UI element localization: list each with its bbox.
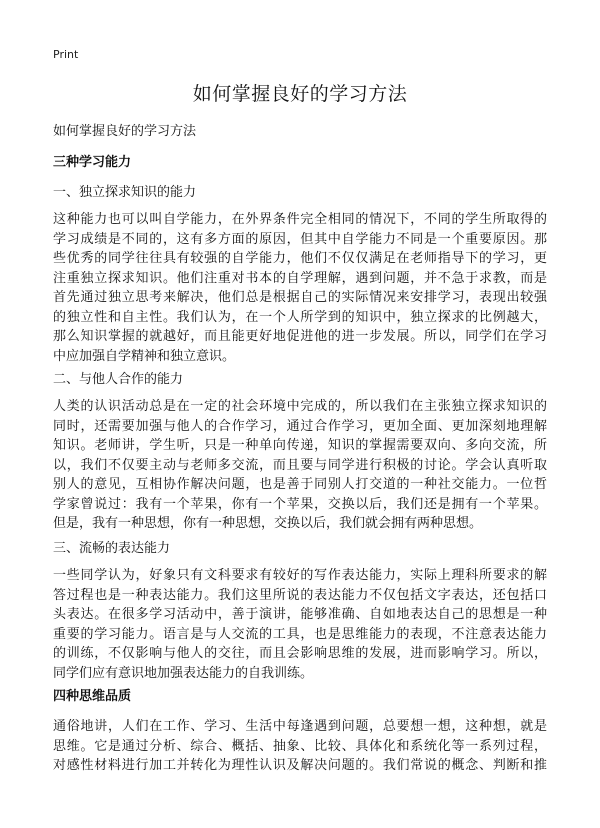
paragraph-line: 的训练，不仅影响与他人的交往，而且会影响思维的发展，进而影响学习。所以， <box>53 646 547 661</box>
print-label[interactable]: Print <box>53 48 79 61</box>
paragraph-line: 学家曾说过：我有一个苹果，你有一个苹果，交换以后，我们还是拥有一个苹果。 <box>53 496 547 512</box>
paragraph-line: 重要的学习能力。语言是与人交流的工具，也是思维能力的表现，不注意表达能力 <box>53 626 547 642</box>
paragraph-line: 以，我们不仅要主动与老师多交流，而且要与同学进行积极的讨论。学会认真听取 <box>53 457 547 473</box>
paragraph-line: 对感性材料进行加工并转化为理性认识及解决问题的。我们常说的概念、判断和推 <box>53 758 547 773</box>
paragraph-line: 答过程也是一种表达能力。我们这里所说的表达能力不仅包括文字表达，还包括口 <box>53 587 547 603</box>
paragraph-line: 思维。它是通过分析、综合、概括、抽象、比较、具体化和系统化等一系列过程， <box>53 738 547 754</box>
subsection-heading-1: 一、独立探求知识的能力 <box>53 185 197 200</box>
paragraph-line: 中应加强自学精神和独立意识。 <box>53 348 236 364</box>
paragraph-line: 通俗地讲，人们在工作、学习、生活中每逢遇到问题，总要想一想，这种想，就是 <box>53 719 547 734</box>
paragraph-line: 些优秀的同学往往具有较强的自学能力，他们不仅仅满足在老师指导下的学习，更 <box>53 251 547 266</box>
subsection-heading-3: 三、流畅的表达能力 <box>53 541 171 556</box>
section-heading-thinking: 四种思维品质 <box>53 689 132 704</box>
paragraph-2 <box>53 397 547 534</box>
paragraph-line: 首先通过独立思考来解决，他们总是根据自己的实际情况来安排学习，表现出较强 <box>53 290 547 305</box>
paragraph-line: 同学们应有意识地加强表达能力的自我训练。 <box>53 665 314 681</box>
paragraph-line: 的独立性和自主性。我们认为，在一个人所学到的知识中，独立探求的比例越大， <box>53 309 547 325</box>
subsection-heading-2: 二、与他人合作的能力 <box>53 372 184 387</box>
paragraph-line: 一些同学认为，好象只有文科要求有较好的写作表达能力，实际上理科所要求的解 <box>53 568 547 583</box>
paragraph-line: 头表达。在很多学习活动中，善于演讲，能够准确、自如地表达自己的思想是一种 <box>53 607 547 622</box>
paragraph-line: 那么知识掌握的就越好，而且能更好地促进他的进一步发展。所以，同学们在学习 <box>53 329 547 344</box>
page-title: 如何掌握良好的学习方法 <box>192 83 408 105</box>
document-subtitle: 如何掌握良好的学习方法 <box>53 124 197 139</box>
section-heading-abilities: 三种学习能力 <box>53 155 132 170</box>
paragraph-line: 同时，还需要加强与他人的合作学习，通过合作学习，更加全面、更加深刻地理解 <box>53 418 547 434</box>
paragraph-3 <box>53 566 547 683</box>
paragraph-line: 人类的认识活动总是在一定的社会环境中完成的，所以我们在主张独立探求知识的 <box>53 399 547 414</box>
paragraph-line: 知识。老师讲，学生听，只是一种单向传递，知识的掌握需要双向、多向交流，所 <box>53 438 547 453</box>
paragraph-4 <box>53 717 547 776</box>
paragraph-line: 别人的意见，互相协作解决问题，也是善于同别人打交道的一种社交能力。一位哲 <box>53 477 547 492</box>
paragraph-line: 但是，我有一种思想，你有一种思想，交换以后，我们就会拥有两种思想。 <box>53 516 483 531</box>
paragraph-line: 这种能力也可以叫自学能力，在外界条件完全相同的情况下，不同的学生所取得的 <box>53 212 547 227</box>
paragraph-line: 学习成绩是不同的，这有多方面的原因，但其中自学能力不同是一个重要原因。那 <box>53 231 547 247</box>
paragraph-line: 注重独立探求知识。他们注重对书本的自学理解，遇到问题，并不急于求教，而是 <box>53 270 547 286</box>
paragraph-1 <box>53 210 547 366</box>
